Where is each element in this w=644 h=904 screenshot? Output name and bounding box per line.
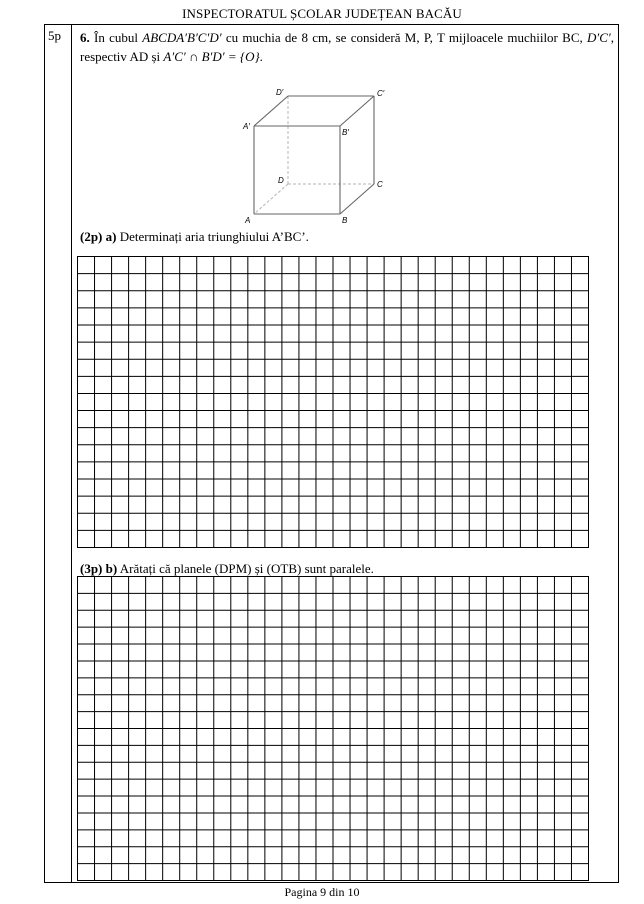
label-d-prime: D′ — [276, 88, 284, 97]
answer-grid-a[interactable] — [77, 256, 589, 548]
problem-text-4: . — [259, 49, 263, 64]
problem-number: 6. — [80, 30, 90, 45]
problem-text-2: cu muchia de 8 cm, se consideră M, P, T mijloacele muchiilor BC, — [221, 30, 588, 45]
points-column-divider — [71, 24, 72, 883]
points-label: 5p — [48, 28, 61, 43]
answer-grid-b[interactable] — [77, 576, 589, 881]
part-b-letter: b) — [105, 561, 118, 576]
part-b-statement — [80, 561, 374, 577]
part-b-points: (3p) — [80, 561, 103, 576]
page-footer: Pagina 9 din 10 — [284, 885, 360, 899]
problem-statement — [80, 28, 614, 66]
label-a-prime: A′ — [243, 122, 250, 131]
label-a: A — [245, 216, 251, 225]
part-a-letter: a) — [105, 229, 117, 244]
problem-text-3: , respectiv AD și — [80, 30, 615, 64]
label-c: C — [377, 180, 383, 189]
problem-text-1: În cubul — [94, 30, 143, 45]
edge-name: D′C′ — [587, 30, 611, 45]
part-a-statement — [80, 229, 309, 245]
cube-name: ABCDA′B′C′D′ — [142, 30, 222, 45]
intersection-expression: A′C′ ∩ B′D′ = {O} — [163, 49, 260, 64]
page-header: INSPECTORATUL ȘCOLAR JUDEȚEAN BACĂU — [182, 6, 462, 21]
label-b-prime: B′ — [342, 128, 349, 137]
label-d: D — [278, 176, 284, 185]
label-c-prime: C′ — [377, 89, 385, 98]
part-b-text: Arătați că planele (DPM) și (OTB) sunt paralele. — [117, 561, 374, 576]
part-a-text: Determinați aria triunghiului A’BC’. — [116, 229, 309, 244]
cube-figure — [236, 80, 386, 226]
label-b: B — [342, 216, 348, 225]
part-a-points: (2p) — [80, 229, 103, 244]
